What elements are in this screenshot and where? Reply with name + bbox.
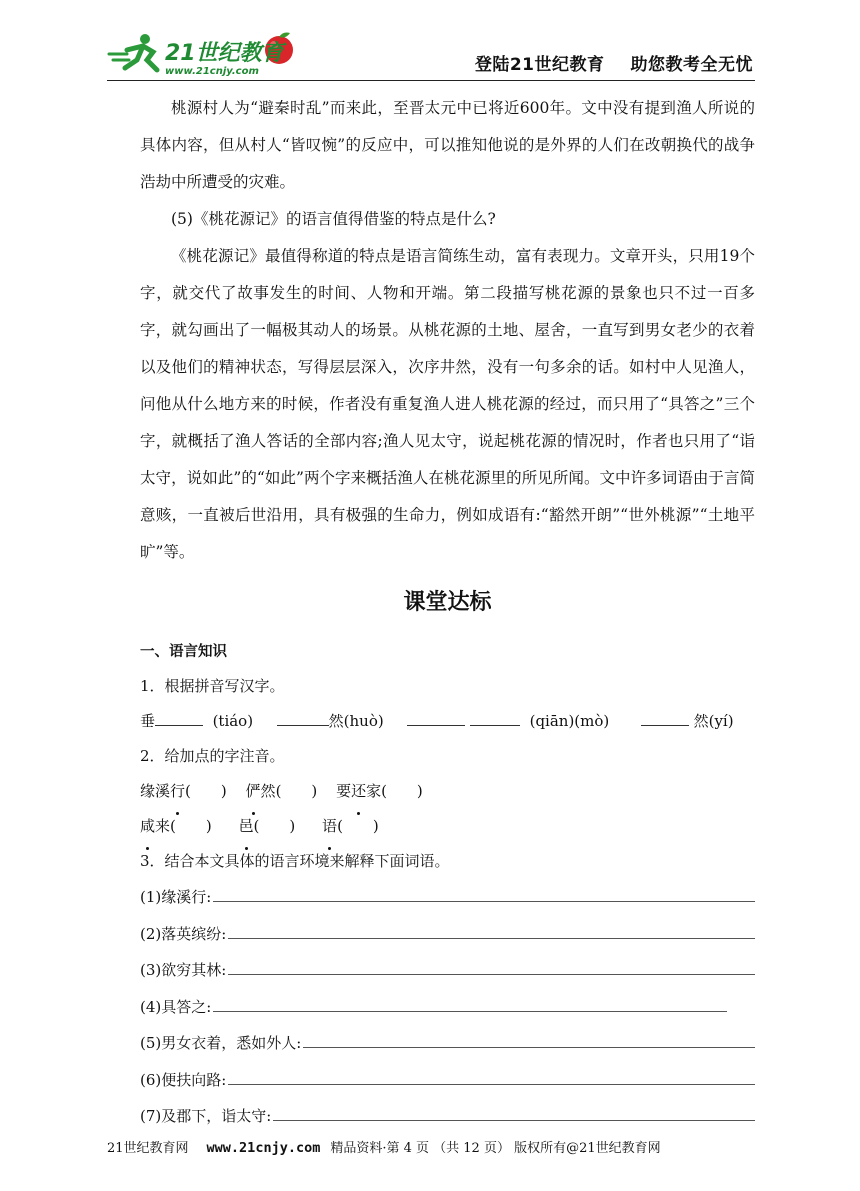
header-slogan: [475, 50, 753, 75]
q3-prompt: 3．结合本文具体的语言环境来解释下面词语。: [140, 852, 450, 870]
question-5: (5)《桃花源记》的语言值得借鉴的特点是什么?: [171, 210, 496, 228]
answer-blank[interactable]: [273, 1104, 755, 1121]
slogan-left: 登陆21世纪教育: [474, 55, 605, 75]
q3-item-1: (1)缘溪行:: [140, 879, 755, 916]
q1-c: (qiān)(mò): [407, 712, 609, 730]
svg-text:21世纪教育: 21世纪教育: [165, 41, 284, 66]
page-header: [107, 28, 755, 81]
q1-items: [140, 704, 755, 739]
q3-item-6: (6)便扶向路:: [140, 1062, 755, 1099]
answer-blank[interactable]: [228, 1068, 755, 1085]
footer-url[interactable]: www.21cnjy.com: [206, 1140, 321, 1156]
slogan-right: 助您教考全无忧: [630, 55, 753, 75]
q3-item-2: (2)落英缤纷:: [140, 916, 755, 953]
answer-blank[interactable]: [228, 922, 755, 939]
q3-item-7: (7)及郡下，诣太守:: [140, 1098, 755, 1135]
q2-row1: 缘溪行( ) 俨然( ) 要还家( ): [140, 774, 755, 809]
answer-blank[interactable]: [228, 958, 755, 975]
footer-site: 21世纪教育网: [107, 1141, 189, 1156]
footer-text: 精品资料·第 4 页 （共 12 页） 版权所有@21世纪教育网: [330, 1141, 661, 1156]
q2-prompt: 2．给加点的字注音。: [140, 747, 285, 765]
runner-icon: [109, 34, 157, 70]
paragraph-answer-5: 《桃花源记》最值得称道的特点是语言简练生动，富有表现力。文章开头，只用19个字，就交代了故事发生的时间、人物和开端。第二段描写桃花源的景象也只不过一百多字，就勾画出了一幅极其动人的场景。从桃花源的土地、屋舍，一直写到男女老少的衣着以及他们的精神状态，写得层层深入，次序井然，没有一句多余的话。如村中人见渔人，问他从什么地方来的时候，作者没有重复渔人进人桃花源的经过，而只用了“具答之”三个字，就概括了渔人答话的全部内容;渔人见太守，说起桃花源的情况时，作者也只用了“诣太守，说如此”的“如此”两个字来概括渔人在桃花源里的所见所闻。文中许多词语由于言简意赅，一直被后世沿用，具有极强的生命力，例如成语有:“豁然开朗”“世外桃源”“土地平旷”等。: [140, 247, 755, 561]
q1-d: 然(yí): [641, 712, 734, 730]
svg-text:www.21cnjy.com: www.21cnjy.com: [165, 66, 259, 77]
paragraph-answer-4: 桃源村人为“避秦时乱”而来此，至晋太元中已将近600年。文中没有提到渔人所说的具体内容，但从村人“皆叹惋”的反应中，可以推知他说的是外界的人们在改朝换代的战争浩劫中所遭受的灾难。: [140, 99, 755, 191]
q3-item-5: (5)男女衣着，悉如外人:: [140, 1025, 755, 1062]
logo: [107, 30, 307, 78]
q1-b: 然(huò): [277, 712, 384, 730]
q3-item-3: (3)欲穷其林:: [140, 952, 755, 989]
section-title: 课堂达标: [403, 590, 492, 615]
q1-a: 垂 (tiáo): [140, 712, 254, 730]
page-content: [140, 90, 755, 1135]
q3-item-4: (4)具答之:: [140, 989, 755, 1026]
q1-prompt: 1．根据拼音写汉字。: [140, 677, 285, 695]
answer-blank[interactable]: [303, 1031, 755, 1048]
answer-blank[interactable]: [213, 995, 727, 1012]
q2-row2: 咸来( ) 邑( ) 语( ): [140, 809, 755, 844]
subhead-language-knowledge: 一、语言知识: [140, 644, 227, 660]
page-footer: [107, 1137, 767, 1156]
answer-blank[interactable]: [213, 885, 755, 902]
